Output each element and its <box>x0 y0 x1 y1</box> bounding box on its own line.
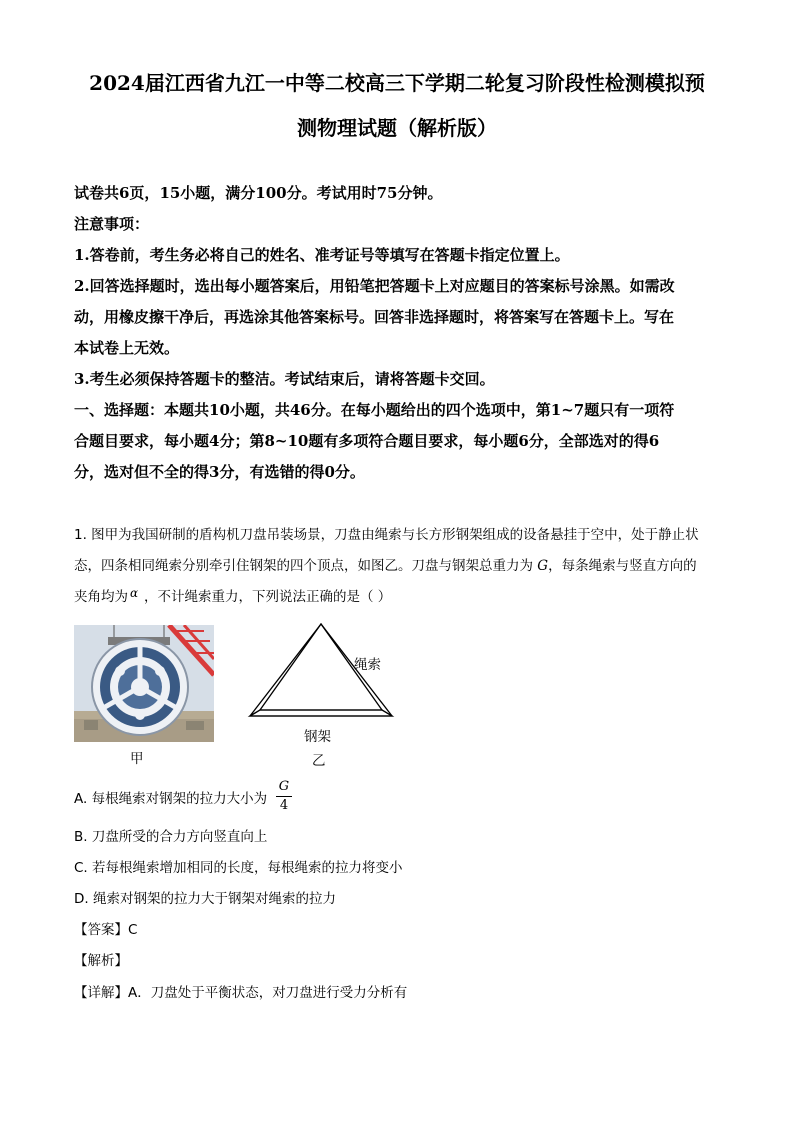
section-heading-cont: 合题目要求，每小题4分；第8~10题有多项符合题目要求，每小题6分，全部选对的得6 <box>74 432 660 450</box>
option-c: C. 若每根绳索增加相同的长度，每根绳索的拉力将变小 <box>74 860 403 876</box>
stem-text: 夹角均为 <box>74 589 128 605</box>
notice-heading: 注意事项： <box>74 215 150 233</box>
stem-text: 态，四条相同绳索分别牵引住钢架的四个顶点，如图乙。刀盘与钢架总重力为 <box>74 558 538 574</box>
fraction-denominator: 4 <box>279 798 289 813</box>
notice-item-1: 1.答卷前，考生务必将自己的姓名、准考证号等填写在答题卡指定位置上。 <box>74 246 570 264</box>
page-title-continued: 测物理试题（解析版） <box>297 116 497 140</box>
shield-machine-image <box>74 625 214 742</box>
exam-info: 试卷共6页，15小题，满分100分。考试用时75分钟。 <box>74 184 443 202</box>
fraction-bar <box>276 796 292 797</box>
detail-line <box>74 984 734 1002</box>
answer-line <box>74 921 734 939</box>
analysis-label: 【解析】 <box>74 953 128 969</box>
figure-jia-photo <box>74 625 214 742</box>
notice-item-3: 3.考生必须保持答题卡的整洁。考试结束后，请将答题卡交回。 <box>74 370 495 388</box>
fraction-numerator: G <box>278 779 290 794</box>
stem-text: ，不计绳索重力，下列说法正确的是（ ） <box>144 589 392 605</box>
answer-value: C <box>128 922 138 938</box>
question-1-stem-line2 <box>74 557 734 575</box>
figure-yi-diagram <box>246 620 396 730</box>
section-heading-end: 分，选对但不全的得3分，有选错的得0分。 <box>74 463 365 481</box>
answer-label: 【答案】 <box>74 922 128 938</box>
steel-frame <box>250 710 392 716</box>
rope-label: 绳索 <box>354 657 381 673</box>
option-a: A. 每根绳索对钢架的拉力大小为 <box>74 791 268 807</box>
option-d: D. 绳索对钢架的拉力大于钢架对绳索的拉力 <box>74 891 336 907</box>
figure-yi-label: 乙 <box>312 753 326 769</box>
option-a-fraction <box>276 779 292 814</box>
stem-text: ，每条绳索与竖直方向的 <box>548 558 697 574</box>
alpha-symbol: α <box>130 586 139 600</box>
detail-label: 【详解】 <box>74 985 128 1001</box>
figure-jia-label: 甲 <box>130 751 144 767</box>
frame-label: 钢架 <box>304 729 331 745</box>
option-b: B. 刀盘所受的合力方向竖直向上 <box>74 829 268 845</box>
detail-text: A．刀盘处于平衡状态，对刀盘进行受力分析有 <box>128 985 408 1001</box>
page-title: 2024届江西省九江一中等二校高三下学期二轮复习阶段性检测模拟预 <box>89 71 705 95</box>
notice-item-2: 2.回答选择题时，选出每小题答案后，用铅笔把答题卡上对应题目的答案标号涂黑。如需改 <box>74 277 675 295</box>
notice-item-2-end: 本试卷上无效。 <box>74 339 180 357</box>
notice-item-2-cont: 动，用橡皮擦干净后，再选涂其他答案标号。回答非选择题时，将答案写在答题卡上。写在 <box>74 308 675 326</box>
weight-symbol: G <box>537 558 549 574</box>
question-1-stem-line3 <box>74 588 734 606</box>
question-1-stem-line1: 1. 图甲为我国研制的盾构机刀盘吊装场景，刀盘由绳索与长方形钢架组成的设备悬挂于空中，处于静止状 <box>74 527 699 543</box>
section-heading: 一、选择题：本题共10小题，共46分。在每小题给出的四个选项中，第1~7题只有一项符 <box>74 401 675 419</box>
